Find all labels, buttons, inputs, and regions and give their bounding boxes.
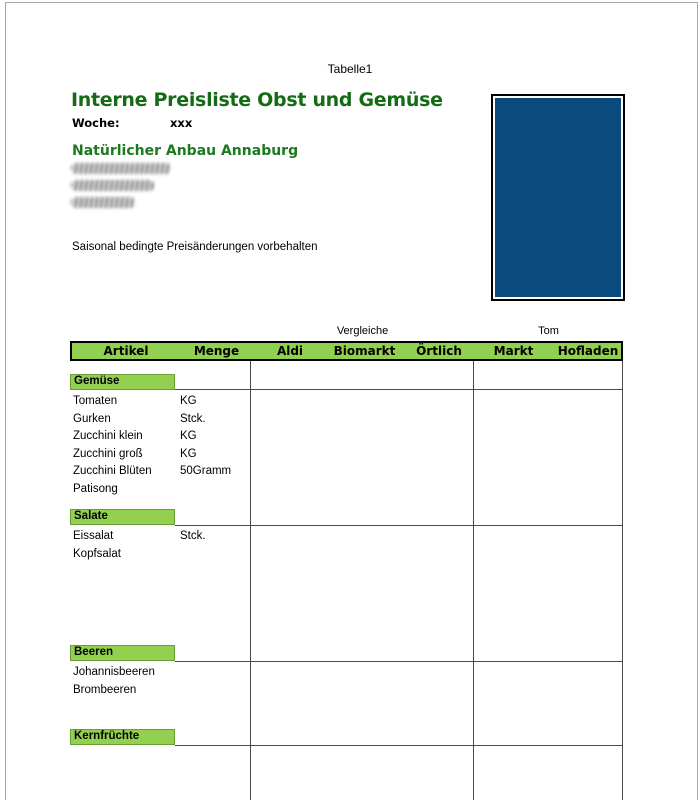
table-row (70, 684, 623, 701)
page-border-left (5, 2, 6, 800)
week-row (72, 116, 372, 130)
article-name: Brombeeren (73, 683, 137, 696)
section-header-beeren: Beeren (70, 645, 175, 661)
article-unit: KG (180, 395, 197, 407)
table-row (70, 465, 623, 482)
article-name: Tomaten (73, 395, 118, 407)
section-divider-line-salate (175, 525, 623, 526)
document-title: Interne Preisliste Obst und Gemüse (71, 89, 443, 111)
article-name: Zucchini Blüten (73, 465, 152, 477)
column-header-markt: Markt (493, 344, 534, 358)
article-name: Johannisbeeren (73, 666, 155, 678)
article-name: Zucchini groß (73, 447, 143, 460)
section-header-kernfr-chte: Kernfrüchte (70, 729, 175, 745)
organization-name: Natürlicher Anbau Annaburg (72, 143, 299, 159)
article-unit: KG (180, 430, 197, 442)
page-border-right (697, 2, 698, 800)
section-header-salate: Salate (70, 509, 175, 525)
article-unit: KG (180, 447, 197, 460)
table-row (70, 548, 623, 565)
group-label-tom: Tom (538, 325, 559, 337)
column-header--rtlich: Örtlich (416, 344, 462, 358)
article-name: Patisong (73, 482, 118, 495)
table-row (70, 430, 623, 447)
table-row (70, 448, 623, 465)
redacted-text-line (71, 180, 154, 191)
article-name: Zucchini klein (73, 430, 143, 442)
table-row (70, 666, 623, 683)
article-unit: 50Gramm (180, 465, 232, 477)
column-header-artikel: Artikel (103, 344, 149, 358)
article-name: Gurken (73, 412, 111, 425)
section-header-gem-se: Gemüse (70, 374, 175, 390)
section-divider-line-kernfr-chte (175, 745, 623, 746)
sheet-name-header: Tabelle1 (327, 62, 373, 76)
product-photo-placeholder (491, 94, 625, 301)
article-name: Kopfsalat (73, 547, 121, 560)
page-border-top (5, 2, 698, 3)
article-name: Eissalat (73, 530, 114, 542)
photo-fill (495, 98, 621, 297)
column-header-biomarkt: Biomarkt (333, 344, 396, 358)
article-unit: Stck. (180, 530, 206, 542)
column-header-hofladen: Hofladen (557, 344, 619, 358)
group-label-vergleiche: Vergleiche (336, 325, 389, 337)
column-header-aldi: Aldi (276, 344, 304, 358)
table-row (70, 395, 623, 412)
table-row (70, 413, 623, 430)
table-row (70, 530, 623, 547)
table-header-row (70, 341, 623, 361)
section-divider-line-beeren (175, 661, 623, 662)
price-change-notice: Saisonal bedingte Preisänderungen vorbehalten (72, 241, 318, 253)
week-value: xxx (170, 116, 193, 130)
redacted-text-line (71, 197, 135, 208)
table-row (70, 483, 623, 500)
column-header-menge: Menge (193, 344, 240, 358)
article-unit: Stck. (180, 412, 206, 425)
redacted-text-line (71, 163, 171, 174)
week-label: Woche: (72, 116, 120, 130)
